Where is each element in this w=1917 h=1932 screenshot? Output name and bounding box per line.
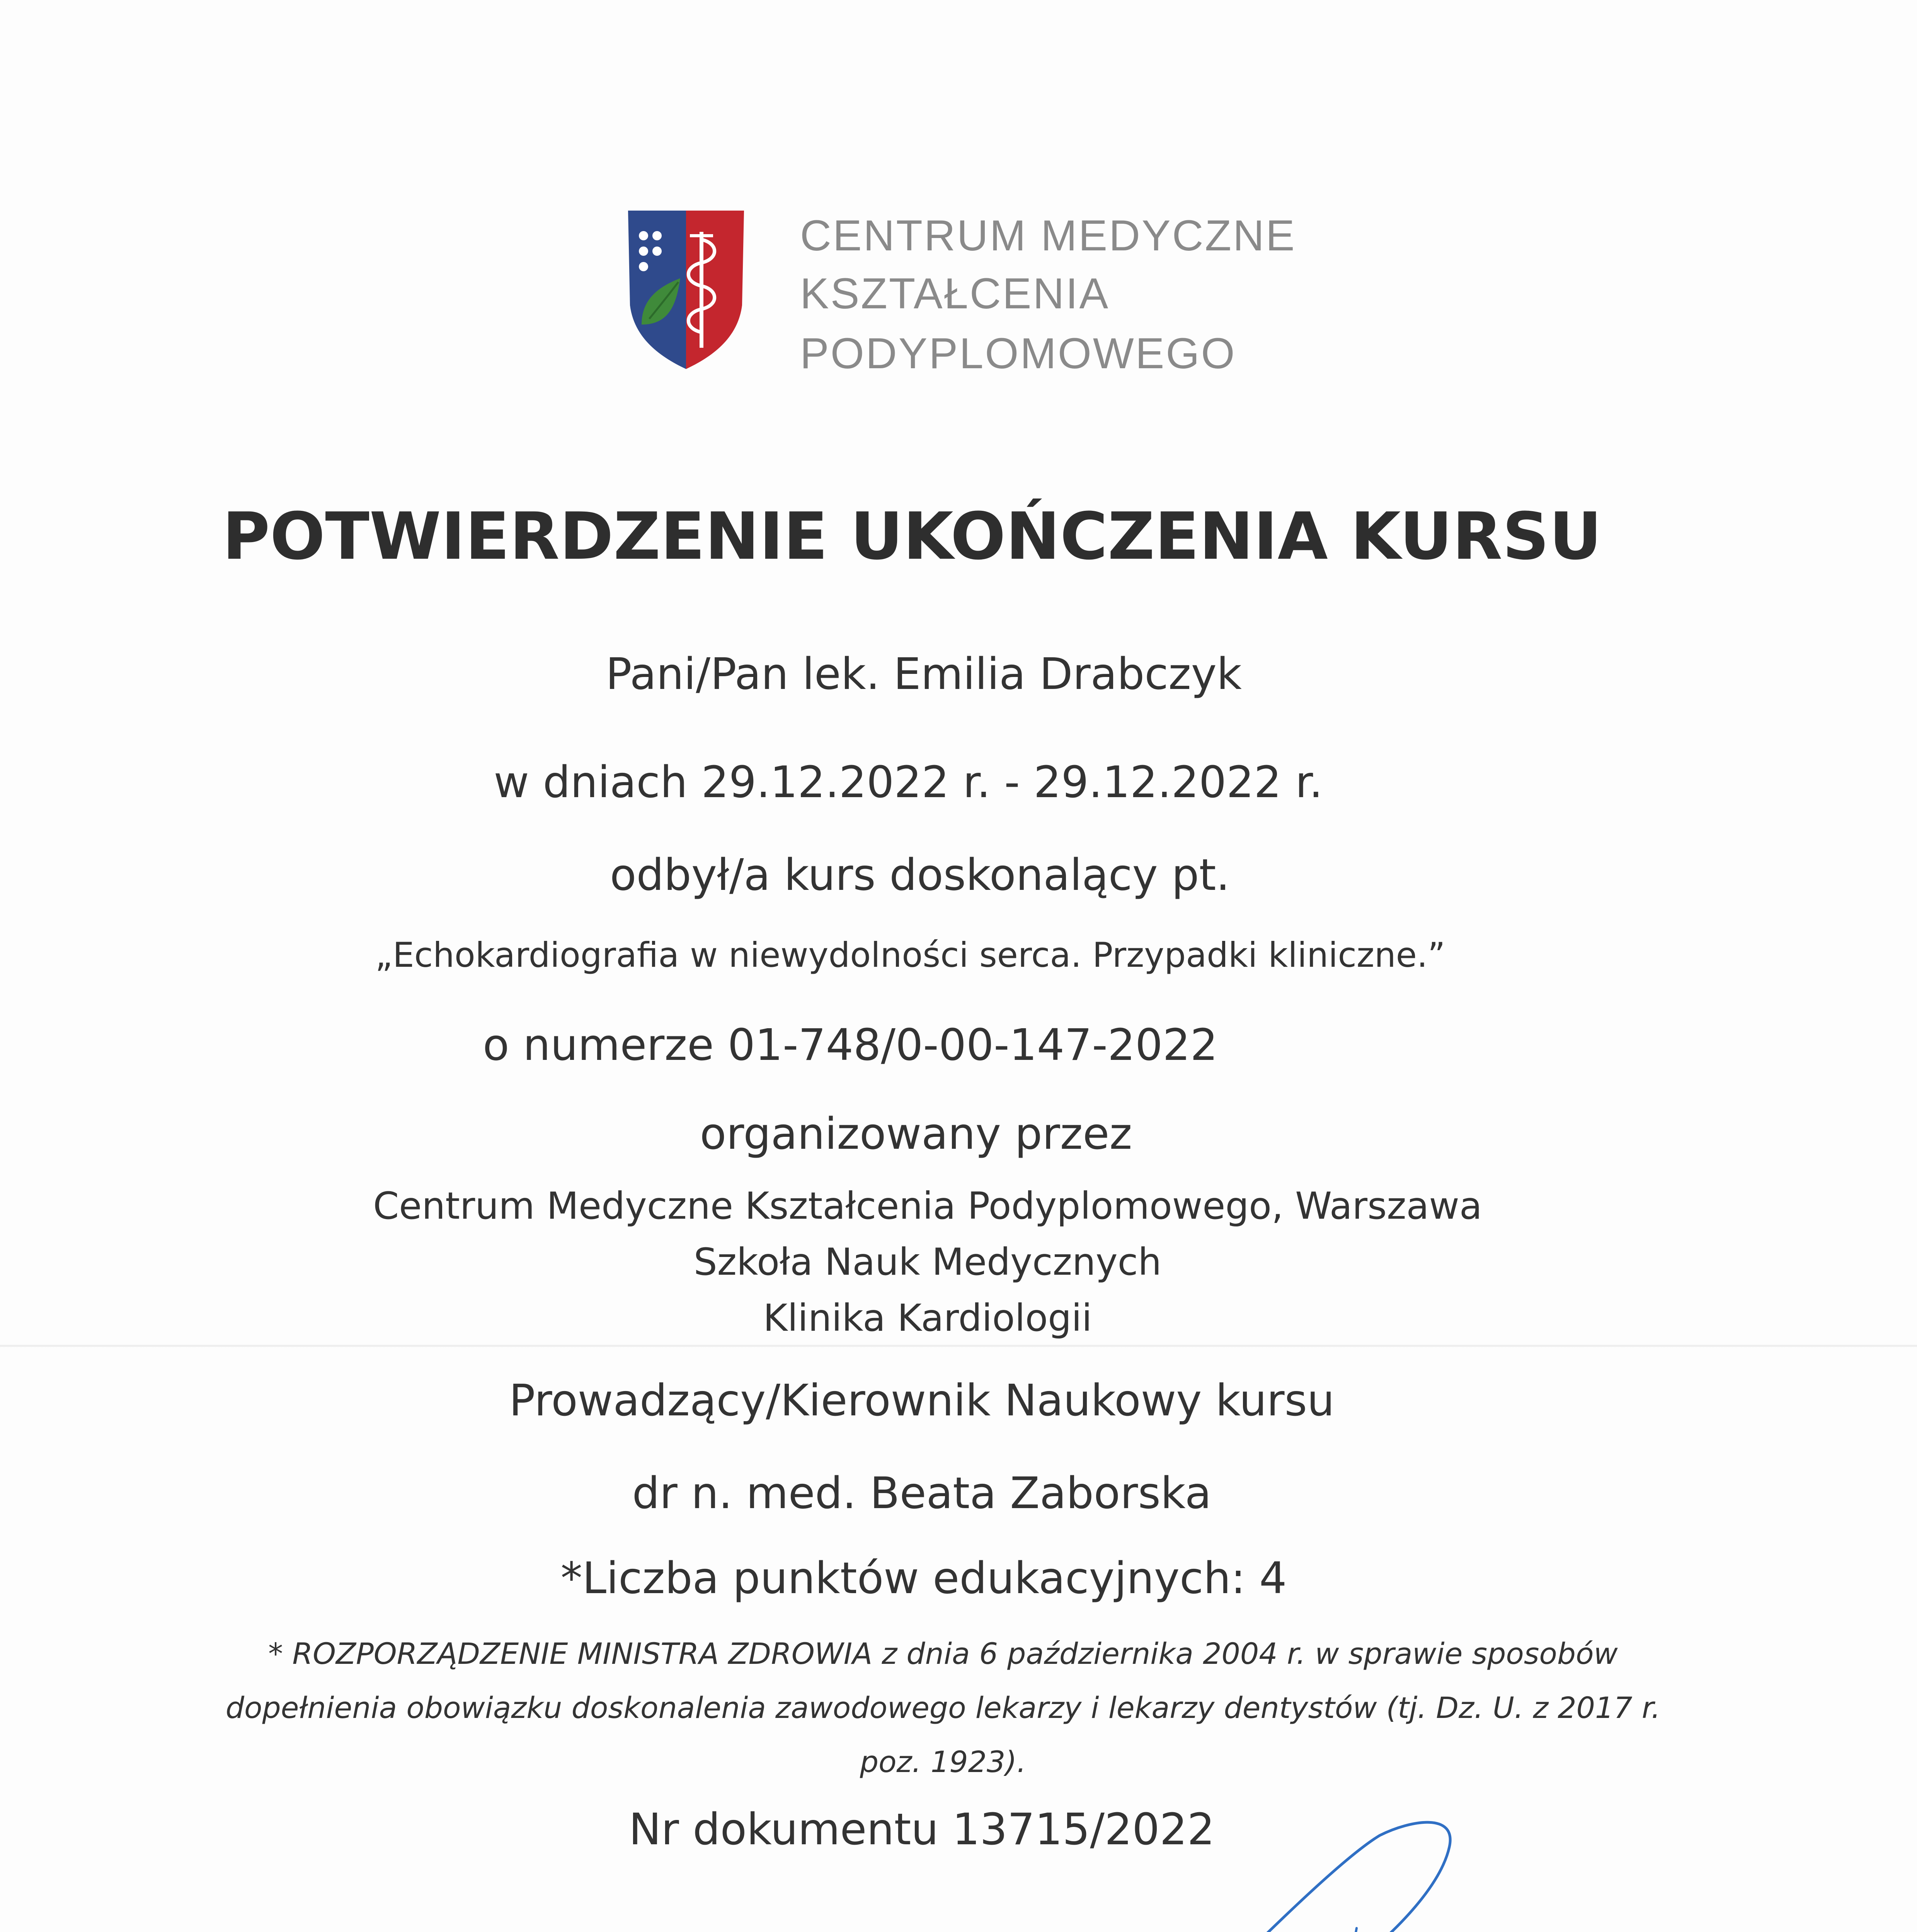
course-leader-label: Prowadzący/Kierownik Naukowy kursu <box>509 1376 1335 1426</box>
certificate-title: POTWIERDZENIE UKOŃCZENIA KURSU <box>222 498 1602 574</box>
regulation-footnote-line-3: poz. 1923). <box>860 1745 1027 1779</box>
participant-name: Pani/Pan lek. Emilia Drabczyk <box>606 649 1242 699</box>
course-leader-name: dr n. med. Beata Zaborska <box>632 1468 1212 1519</box>
organizer-line-1: Centrum Medyczne Kształcenia Podyplomowego, Warszawa <box>373 1184 1482 1228</box>
course-number: o numerze 01-748/0-00-147-2022 <box>483 1020 1218 1070</box>
document-number: Nr dokumentu 13715/2022 <box>629 1804 1215 1855</box>
course-title: „Echokardiografia w niewydolności serca. Przypadki kliniczne.” <box>375 935 1445 975</box>
cmkp-shield-logo-icon <box>626 209 746 371</box>
logo-text-line-1: CENTRUM MEDYCZNE <box>800 211 1296 260</box>
organized-by-label: organizowany przez <box>700 1109 1132 1159</box>
logo-text-line-2: KSZTAŁCENIA <box>800 269 1110 318</box>
course-dates: w dniach 29.12.2022 r. - 29.12.2022 r. <box>494 757 1323 808</box>
organizer-line-2: Szkoła Nauk Medycznych <box>693 1240 1162 1284</box>
completion-statement: odbył/a kurs doskonalący pt. <box>610 850 1230 900</box>
paper-fold-line <box>0 1345 1917 1347</box>
regulation-footnote-line-2: dopełnienia obowiązku doskonalenia zawodowego lekarzy i lekarzy dentystów (tj. Dz. U. z 2017 r. <box>225 1690 1661 1725</box>
organizer-line-3: Klinika Kardiologii <box>763 1296 1092 1340</box>
logo-text-line-3: PODYPLOMOWEGO <box>800 329 1236 378</box>
education-points: *Liczba punktów edukacyjnych: 4 <box>560 1553 1287 1604</box>
regulation-footnote-line-1: * ROZPORZĄDZENIE MINISTRA ZDROWIA z dnia 6 października 2004 r. w sprawie sposobów <box>268 1636 1618 1671</box>
